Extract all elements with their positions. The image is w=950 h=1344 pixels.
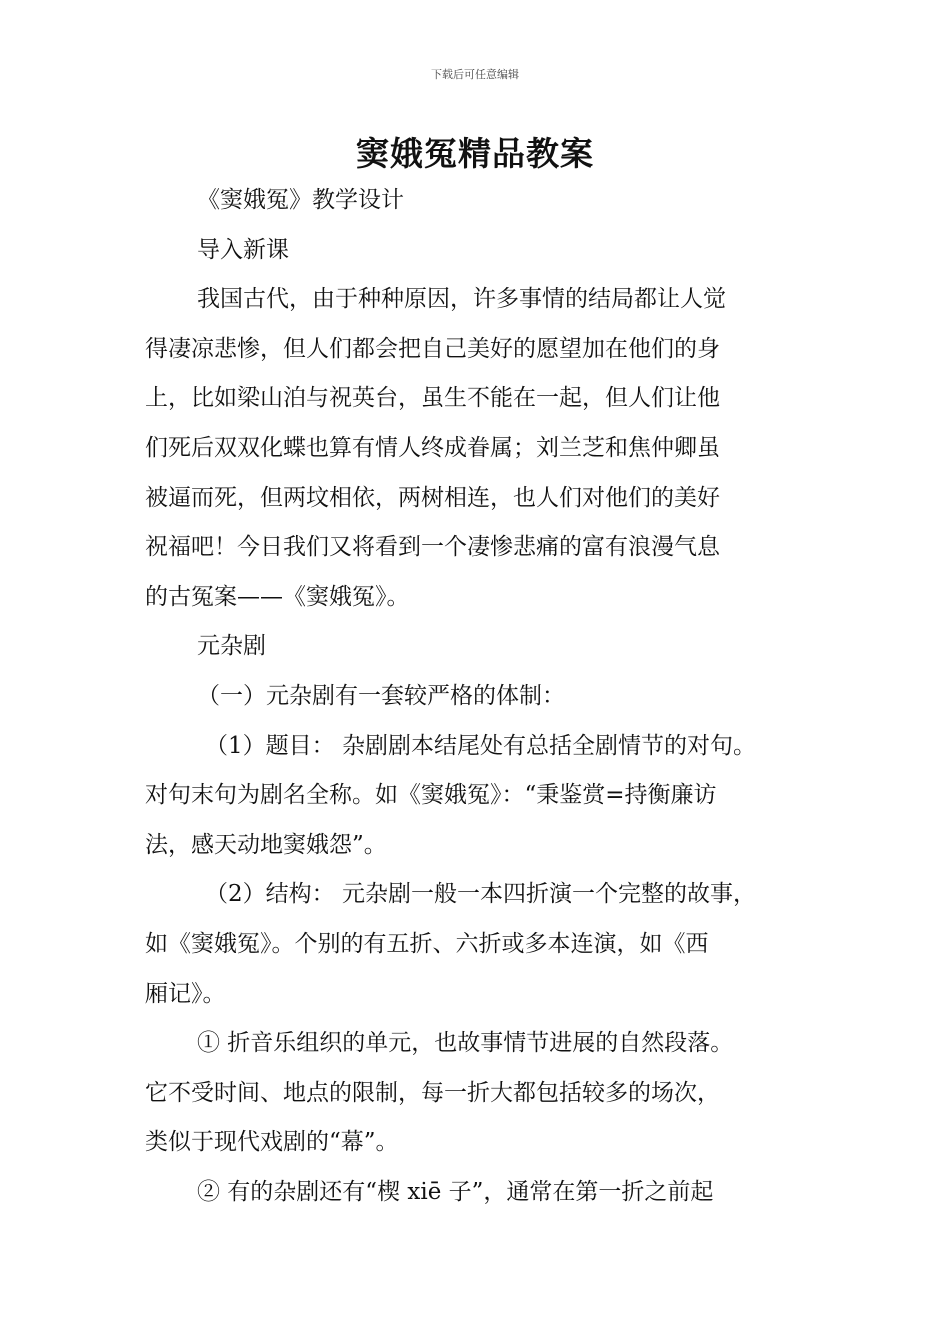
paragraph-line: 得凄凉悲惨，但人们都会把自己美好的愿望加在他们的身	[145, 335, 720, 362]
section-heading: 元杂剧	[197, 633, 266, 660]
subsection-heading: （一）元杂剧有一套较严格的体制：	[197, 682, 565, 709]
paragraph-line: 的古冤案——《窦娥冤》。	[145, 583, 410, 610]
paragraph-line: 被逼而死，但两坟相依，两树相连，也人们对他们的美好	[145, 484, 720, 511]
paragraph-line: 上，比如梁山泊与祝英台，虽生不能在一起，但人们让他	[145, 385, 720, 412]
paragraph-line: 们死后双双化蝶也算有情人终成眷属；刘兰芝和焦仲卿虽	[145, 434, 720, 461]
paragraph-line: （2）结构： 元杂剧一般一本四折演一个完整的故事，	[205, 881, 756, 908]
page-header-note: 下载后可任意编辑	[431, 68, 519, 81]
document-body	[145, 176, 815, 1217]
paragraph-line: 祝福吧！今日我们又将看到一个凄惨悲痛的富有浪漫气息	[145, 534, 720, 561]
paragraph-line: 对句末句为剧名全称。如《窦娥冤》：“秉鉴赏=持衡廉访	[145, 782, 717, 809]
paragraph-line: 厢记》。	[145, 980, 226, 1007]
paragraph-line: ① 折音乐组织的单元，也故事情节进展的自然段落。	[197, 1030, 734, 1057]
paragraph-line: （1）题目： 杂剧剧本结尾处有总括全剧情节的对句。	[205, 732, 756, 759]
section-heading: 导入新课	[197, 236, 289, 263]
paragraph-line: ② 有的杂剧还有“楔 xiē 子”，通常在第一折之前起	[197, 1178, 714, 1205]
paragraph-line: 我国古代，由于种种原因，许多事情的结局都让人觉	[197, 286, 726, 313]
paragraph-line: 法，感天动地窦娥怨”。	[145, 831, 387, 858]
paragraph-line: 类似于现代戏剧的“幕”。	[145, 1129, 399, 1156]
document-title: 窦娥冤精品教案	[356, 134, 594, 173]
paragraph-line: 如《窦娥冤》。个别的有五折、六折或多本连演，如《西	[145, 930, 709, 957]
paragraph-line: 它不受时间、地点的限制，每一折大都包括较多的场次，	[145, 1079, 720, 1106]
section-subtitle: 《窦娥冤》教学设计	[197, 187, 404, 213]
